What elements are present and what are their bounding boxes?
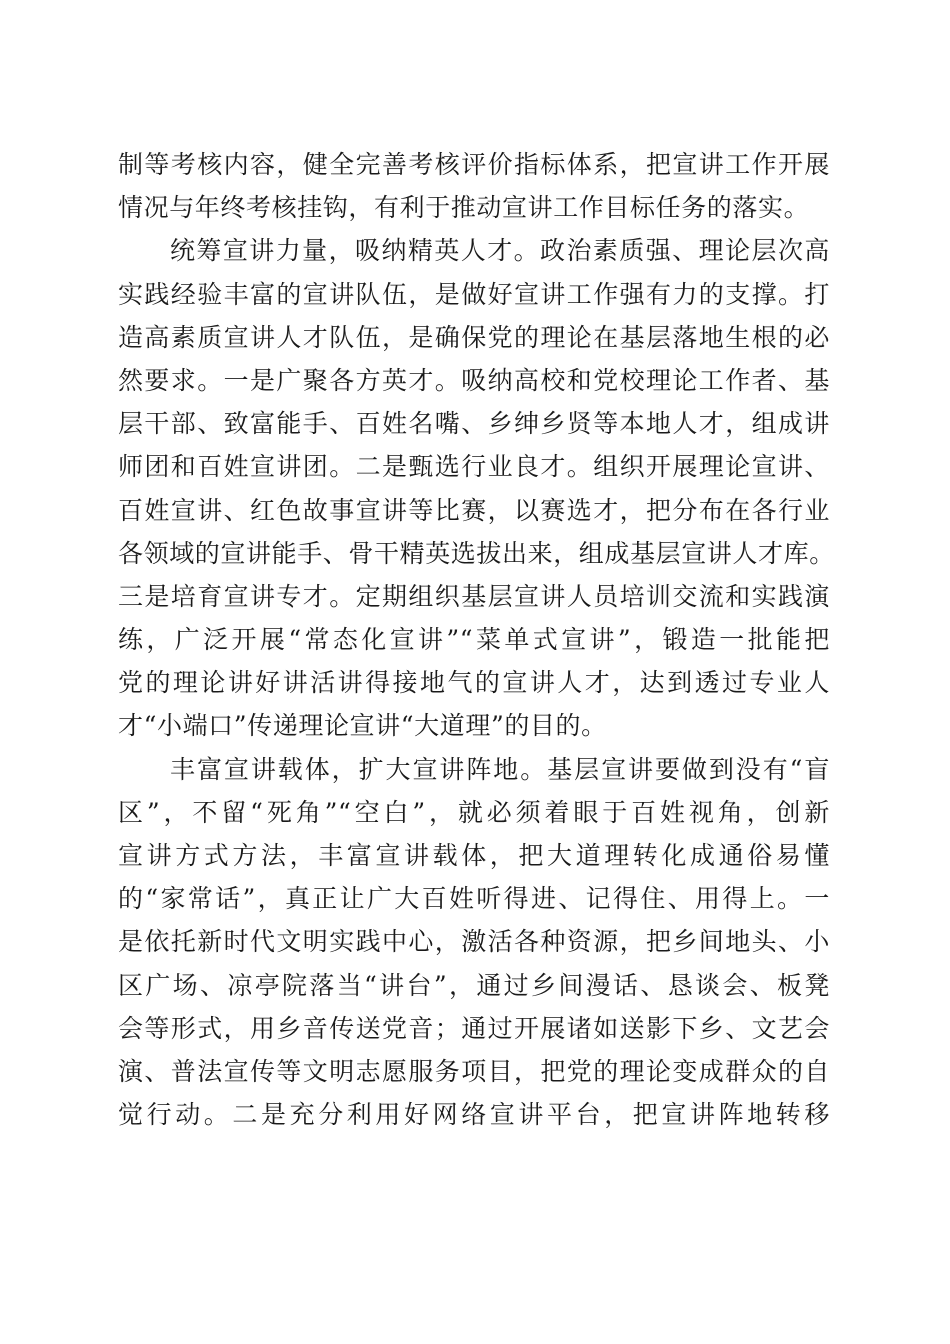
text-line: 制等考核内容，健全完善考核评价指标体系，把宣讲工作开展 — [118, 150, 830, 179]
text-line: 各领域的宣讲能手、骨干精英选拔出来，组成基层宣讲人才库。 — [118, 538, 835, 568]
text-line: 师团和百姓宣讲团。二是甄选行业良才。组织开展理论宣讲、 — [118, 452, 830, 482]
text-line: 区”，不留“死角”“空白”，就必须着眼于百姓视角，创新 — [118, 797, 830, 827]
text-line: 丰富宣讲载体，扩大宣讲阵地。基层宣讲要做到没有“盲 — [170, 754, 830, 784]
text-line: 的“家常话”，真正让广大百姓听得进、记得住、用得上。一 — [118, 884, 830, 914]
text-line: 实践经验丰富的宣讲队伍，是做好宣讲工作强有力的支撑。打 — [118, 279, 830, 309]
text-line: 是依托新时代文明实践中心，激活各种资源，把乡间地头、小 — [118, 927, 830, 957]
text-line: 才“小端口”传递理论宣讲“大道理”的目的。 — [118, 711, 607, 741]
text-line: 党的理论讲好讲活讲得接地气的宣讲人才，达到透过专业人 — [118, 668, 830, 698]
text-line: 情况与年终考核挂钩，有利于推动宣讲工作目标任务的落实。 — [118, 193, 810, 223]
text-line: 然要求。一是广聚各方英才。吸纳高校和党校理论工作者、基 — [118, 365, 830, 395]
text-line: 区广场、凉亭院落当“讲台”，通过乡间漫话、恳谈会、板凳 — [118, 970, 830, 1000]
text-line: 练，广泛开展“常态化宣讲”“菜单式宣讲”，锻造一批能把 — [118, 625, 830, 655]
text-line: 三是培育宣讲专才。定期组织基层宣讲人员培训交流和实践演 — [118, 581, 830, 611]
text-line: 层干部、致富能手、百姓名嘴、乡绅乡贤等本地人才，组成讲 — [118, 409, 830, 439]
text-line: 觉行动。二是充分利用好网络宣讲平台，把宣讲阵地转移 — [118, 1100, 830, 1130]
text-line: 统筹宣讲力量，吸纳精英人才。政治素质强、理论层次高 — [170, 236, 830, 266]
body-text — [118, 143, 835, 1136]
text-line: 演、普法宣传等文明志愿服务项目，把党的理论变成群众的自 — [118, 1056, 830, 1086]
text-line: 会等形式，用乡音传送党音；通过开展诸如送影下乡、文艺会 — [118, 1013, 830, 1043]
text-line: 宣讲方式方法，丰富宣讲载体，把大道理转化成通俗易懂 — [118, 841, 830, 870]
text-line: 造高素质宣讲人才队伍，是确保党的理论在基层落地生根的必 — [118, 322, 830, 352]
text-line: 百姓宣讲、红色故事宣讲等比赛，以赛选才，把分布在各行业 — [118, 495, 830, 525]
